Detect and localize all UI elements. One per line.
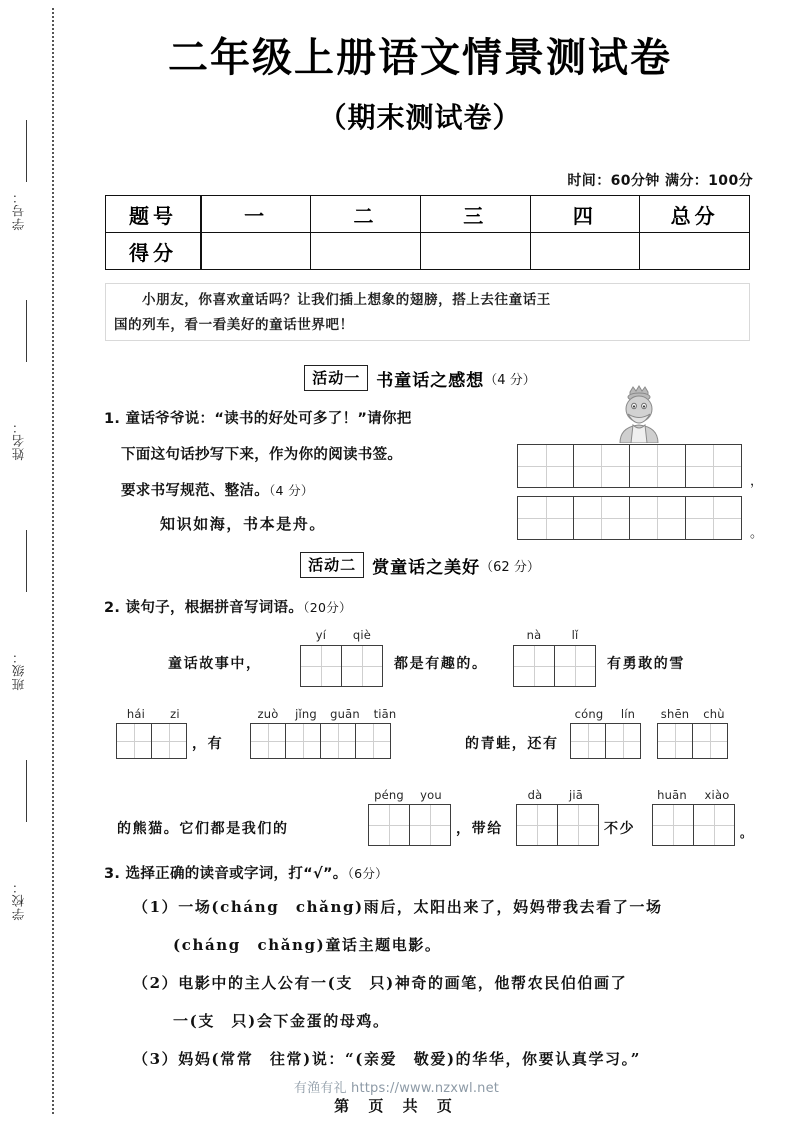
q1-line-1: 1. 童话爷爷说：“读书的好处可多了！”请你把 <box>104 411 412 427</box>
activity-1-points: （4 分） <box>484 372 536 388</box>
q1-grid-row-1[interactable] <box>517 444 742 488</box>
q2-r3-grid-1[interactable] <box>368 804 451 846</box>
grid-cell[interactable] <box>652 804 694 846</box>
score-cell-total[interactable] <box>640 233 750 270</box>
q2-r3-pinyin-2a: dà <box>527 788 543 802</box>
q1-line-3-points: （4 分） <box>269 483 314 498</box>
watermark: 有渔有礼 https://www.nzxwl.net <box>293 1081 500 1096</box>
score-table-row-label: 题号 <box>106 196 202 233</box>
margin-label-school: 学校： <box>11 880 26 921</box>
page-subtitle: （期末测试卷） <box>318 101 522 134</box>
q2-r3-grid-2[interactable] <box>516 804 599 846</box>
score-table-row-label: 得分 <box>106 233 202 270</box>
grid-cell[interactable] <box>692 723 728 759</box>
q2-r1-pinyin-1a: yí <box>315 628 327 642</box>
grid-cell[interactable] <box>516 804 558 846</box>
margin-rule <box>26 530 27 592</box>
q2-r3-text-3: 不少 <box>604 821 636 837</box>
activity-2-points: （62 分） <box>480 559 540 575</box>
grid-cell[interactable] <box>693 804 735 846</box>
grid-cell[interactable] <box>116 723 152 759</box>
q2-r1-grid-2[interactable] <box>513 645 596 687</box>
q2-r3-pinyin-1b: you <box>420 788 442 802</box>
grid-cell[interactable] <box>573 444 630 488</box>
q1-grid-row-2-punct: 。 <box>750 526 764 541</box>
grid-cell[interactable] <box>557 804 599 846</box>
score-cell-1[interactable] <box>201 233 311 270</box>
table-row <box>106 233 750 270</box>
q1-line-2: 下面这句话抄写下来，作为你的阅读书签。 <box>121 447 403 463</box>
score-cell-4[interactable] <box>530 233 640 270</box>
margin-rule <box>26 120 27 182</box>
score-table-col-total: 总分 <box>640 196 750 233</box>
q2-r3-pinyin-1a: péng <box>374 788 404 802</box>
grid-cell[interactable] <box>605 723 641 759</box>
q3-item-1: （1）一场(cháng chǎng)雨后，太阳出来了，妈妈带我去看了一场 <box>133 898 663 916</box>
q2-r2-pinyin-2c: guān <box>330 707 360 721</box>
score-table-col-2: 二 <box>311 196 421 233</box>
q2-r1-pinyin-2a: nà <box>526 628 542 642</box>
grid-cell[interactable] <box>341 645 383 687</box>
margin-label-class: 班级： <box>11 650 26 691</box>
q2-r2-pinyin-2a: zuò <box>257 707 279 721</box>
score-table-col-3: 三 <box>420 196 530 233</box>
q2-r2-text-1: ，有 <box>192 736 224 752</box>
activity-2-banner <box>70 552 770 578</box>
grid-cell[interactable] <box>685 444 742 488</box>
grid-cell[interactable] <box>629 444 686 488</box>
grid-cell[interactable] <box>629 496 686 540</box>
q1-line-3 <box>121 479 314 500</box>
q2-r3-grid-3[interactable] <box>652 804 735 846</box>
activity-2-tag: 活动二 <box>300 552 364 578</box>
margin-rule <box>26 300 27 362</box>
q2-r1-grid-1[interactable] <box>300 645 383 687</box>
q3-item-2: （2）电影中的主人公有一(支 只)神奇的画笔，他帮农民伯伯画了 <box>133 974 628 992</box>
q2-r3-text-1: 的熊猫。它们都是我们的 <box>117 821 289 837</box>
q2-r2-grid-4[interactable] <box>657 723 728 759</box>
grid-cell[interactable] <box>554 645 596 687</box>
grid-cell[interactable] <box>513 645 555 687</box>
score-table <box>105 195 750 270</box>
margin-label-name: 姓名： <box>11 420 26 461</box>
q2-r2-grid-3[interactable] <box>570 723 641 759</box>
margin-rule <box>26 760 27 822</box>
q3-item-1b: (cháng chǎng)童话主题电影。 <box>133 936 442 954</box>
grid-cell[interactable] <box>685 496 742 540</box>
left-margin <box>0 0 70 1122</box>
q2-r2-pinyin-1a: hái <box>126 707 146 721</box>
grid-cell[interactable] <box>368 804 410 846</box>
score-table-col-1: 一 <box>201 196 311 233</box>
q3-title-text: 3. 选择正确的读音或字词，打“√”。 <box>104 866 348 882</box>
grid-cell[interactable] <box>355 723 391 759</box>
grid-cell[interactable] <box>517 496 574 540</box>
q2-r3-text-4: 。 <box>740 826 754 840</box>
q1-line-3-text: 要求书写规范、整洁。 <box>121 483 269 499</box>
q2-r2-pinyin-2d: tiān <box>373 707 397 721</box>
q2-r3-pinyin-3a: huān <box>657 788 687 802</box>
q2-r2-pinyin-4a: shēn <box>660 707 690 721</box>
activity-1-name: 书童话之感想 <box>376 370 485 391</box>
score-cell-3[interactable] <box>420 233 530 270</box>
q2-r1-text-2: 都是有趣的。 <box>394 656 488 672</box>
table-row <box>106 196 750 233</box>
q3-points: （6分） <box>347 866 388 881</box>
q2-r2-text-2: 的青蛙，还有 <box>465 736 559 752</box>
intro-line-2: 国的列车，看一看美好的童话世界吧！ <box>114 317 354 333</box>
q2-r3-pinyin-3b: xiào <box>704 788 730 802</box>
q2-r2-grid-1[interactable] <box>116 723 187 759</box>
q2-r1-pinyin-2b: lǐ <box>571 628 579 642</box>
storyteller-grandpa-icon <box>600 385 678 443</box>
seal-dotted-line <box>52 8 54 1114</box>
q2-r1-text-3: 有勇敢的雪 <box>607 656 685 672</box>
score-table-col-4: 四 <box>530 196 640 233</box>
grid-cell[interactable] <box>409 804 451 846</box>
intro-line-1: 小朋友，你喜欢童话吗？让我们插上想象的翅膀，搭上去往童话王 <box>142 292 551 308</box>
grid-cell[interactable] <box>320 723 356 759</box>
activity-2-name: 赏童话之美好 <box>372 557 481 578</box>
q2-r2-pinyin-1b: zi <box>170 707 180 721</box>
grid-cell[interactable] <box>285 723 321 759</box>
grid-cell[interactable] <box>517 444 574 488</box>
intro-box <box>105 283 750 341</box>
q1-grid-row-1-punct: ， <box>750 474 764 489</box>
grid-cell[interactable] <box>300 645 342 687</box>
q3-item-2b: 一(支 只)会下金蛋的母鸡。 <box>133 1012 390 1030</box>
q2-r2-pinyin-3a: cóng <box>574 707 604 721</box>
q2-r2-grid-2[interactable] <box>250 723 391 759</box>
page-title: 二年级上册语文情景测试卷 <box>168 35 672 81</box>
q2-points: （20分） <box>303 600 352 615</box>
grid-cell[interactable] <box>151 723 187 759</box>
q2-r2-pinyin-3b: lín <box>620 707 636 721</box>
exam-meta: 时间：60分钟 满分：100分 <box>567 173 753 189</box>
grid-cell[interactable] <box>250 723 286 759</box>
q3-title <box>104 862 388 883</box>
q2-r3-pinyin-2b: jiā <box>568 788 584 802</box>
page-number-footer: 第 页 共 页 <box>334 1097 459 1115</box>
q1-sentence: 知识如海，书本是舟。 <box>160 515 327 533</box>
grid-cell[interactable] <box>657 723 693 759</box>
margin-label-student-id: 学号： <box>11 190 26 231</box>
score-cell-2[interactable] <box>311 233 421 270</box>
grid-cell[interactable] <box>570 723 606 759</box>
grid-cell[interactable] <box>573 496 630 540</box>
q3-item-3: （3）妈妈(常常 往常)说：“(亲爱 敬爱)的华华，你要认真学习。” <box>133 1050 641 1068</box>
q2-r3-text-2: ，带给 <box>456 821 503 837</box>
q2-title-text: 2. 读句子，根据拼音写词语。 <box>104 600 304 616</box>
q2-r1-pinyin-1b: qiè <box>352 628 372 642</box>
q2-r2-pinyin-2b: jǐng <box>295 707 317 721</box>
q2-r2-pinyin-4b: chù <box>703 707 725 721</box>
q2-r1-text-1: 童话故事中， <box>168 656 262 672</box>
q2-title <box>104 596 352 617</box>
activity-1-tag: 活动一 <box>304 365 368 391</box>
q1-grid-row-2[interactable] <box>517 496 742 540</box>
